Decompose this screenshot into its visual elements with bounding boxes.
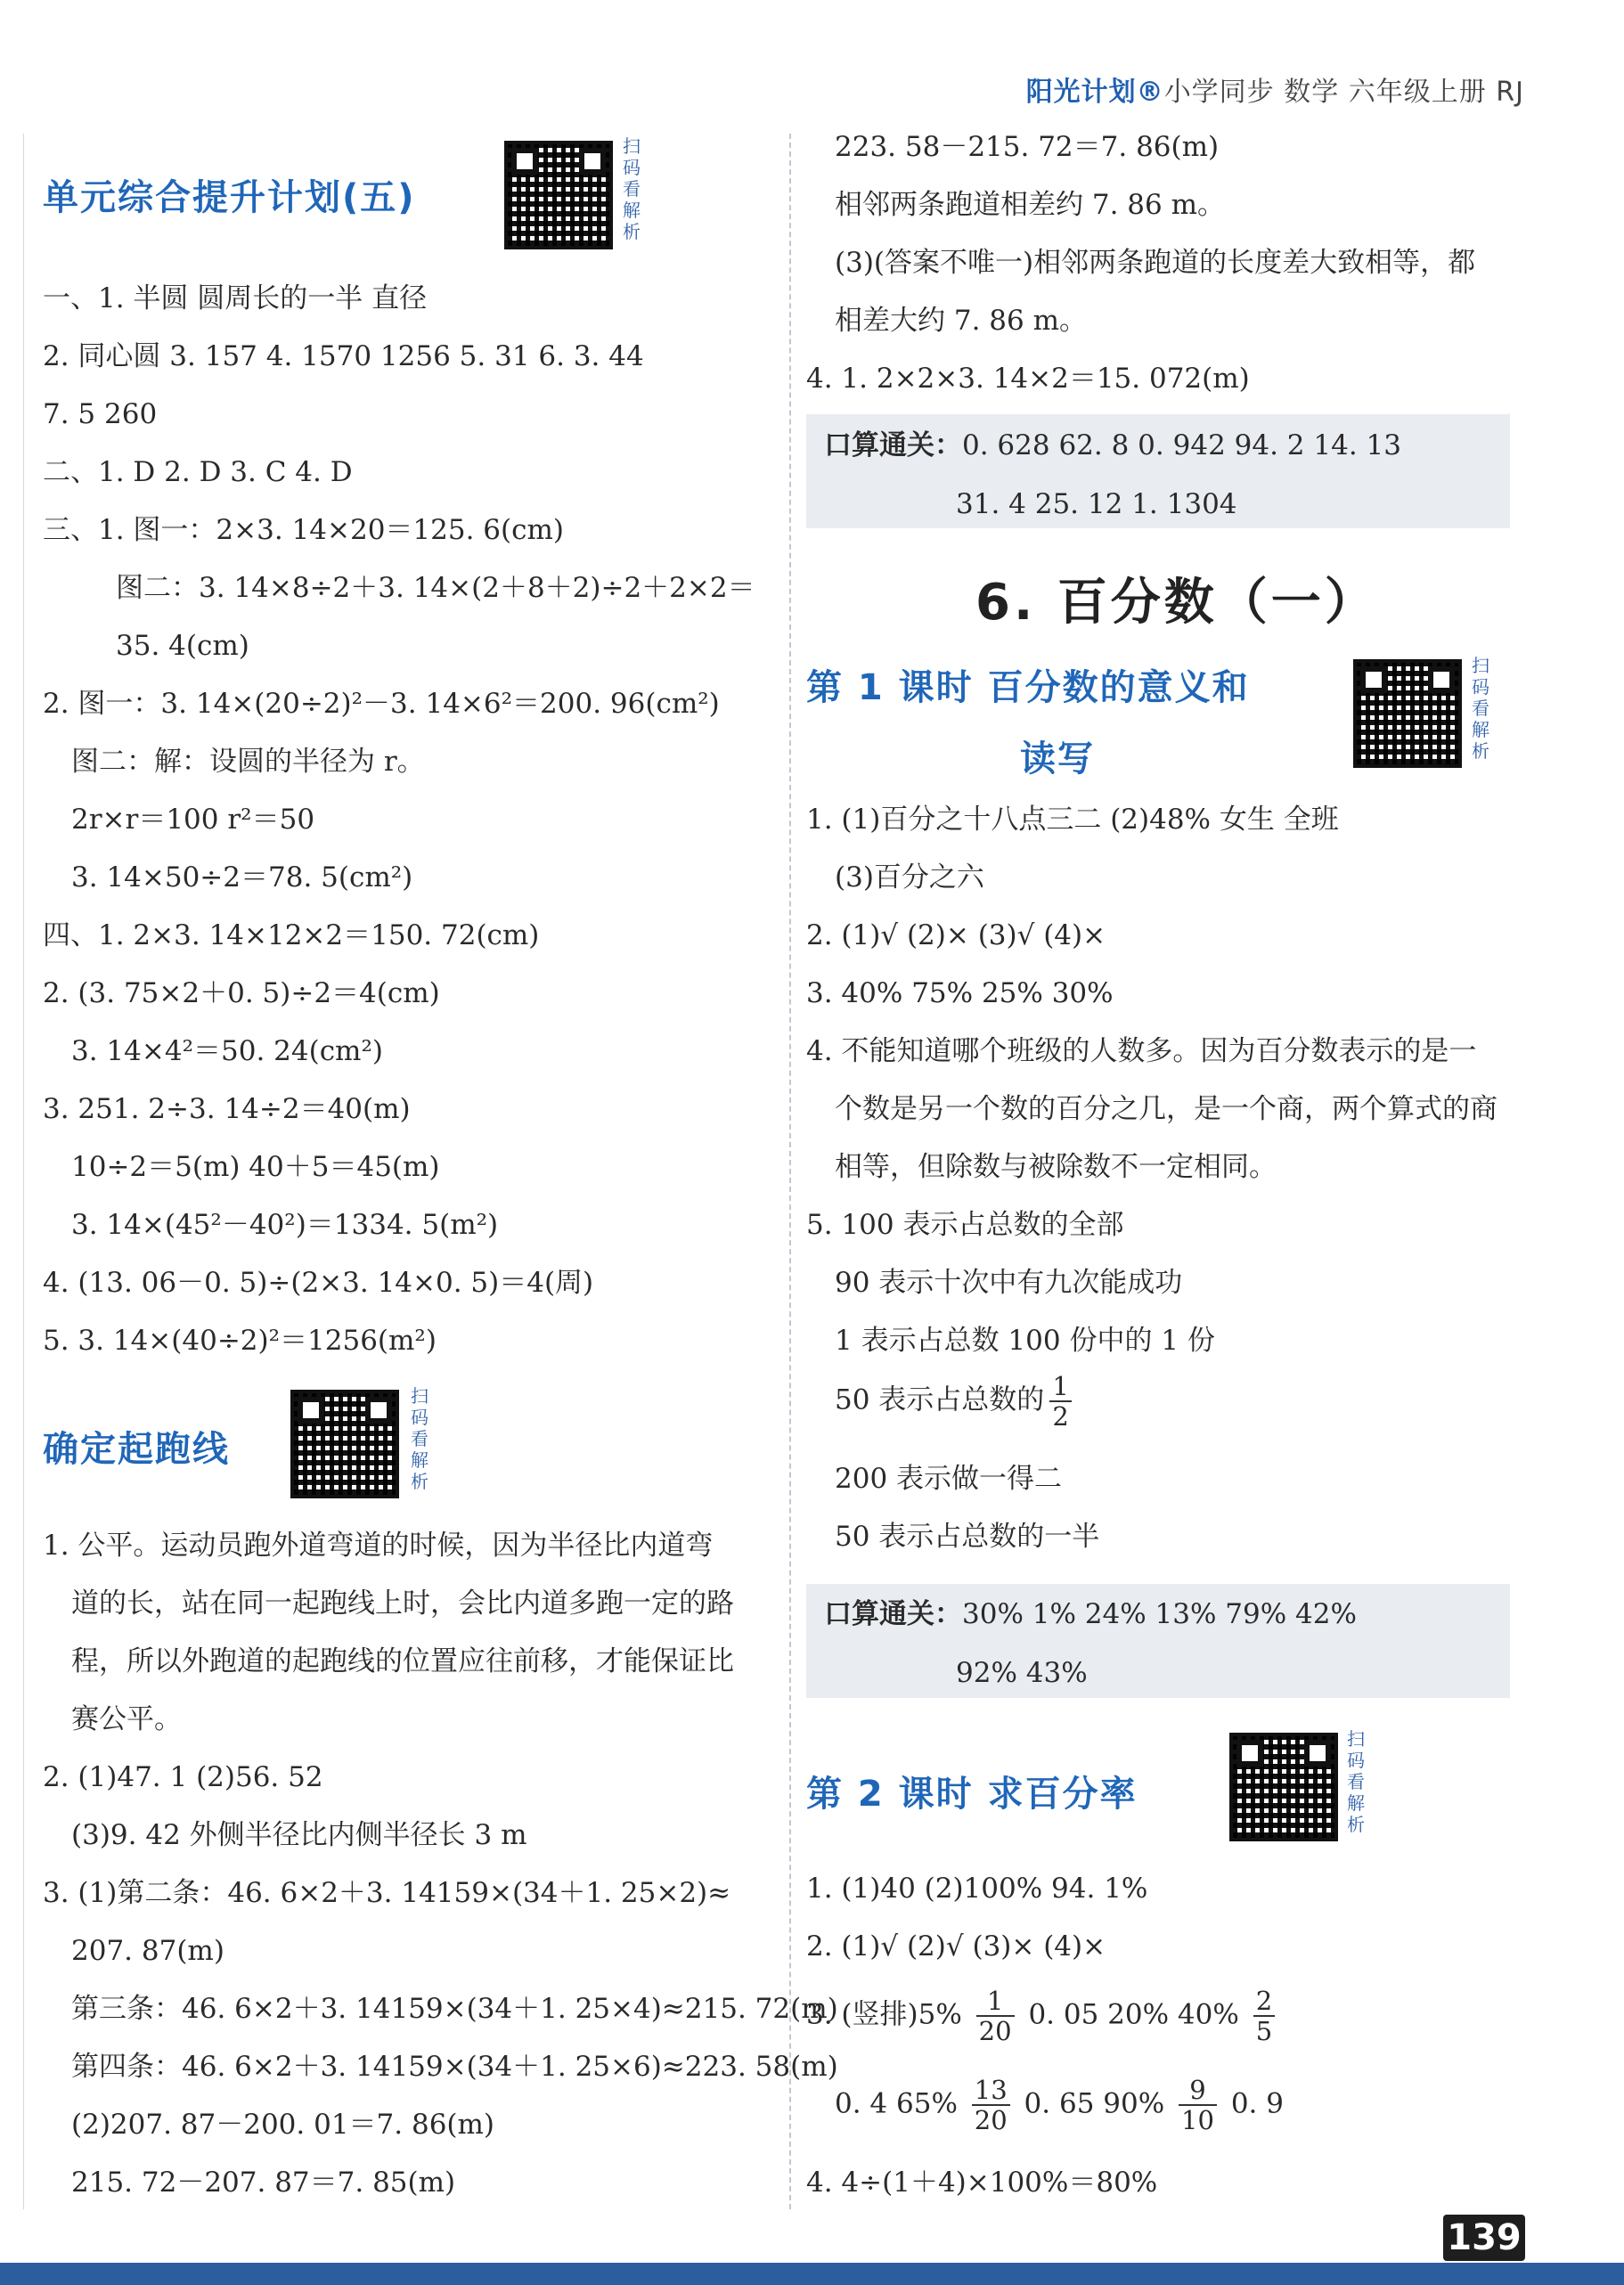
lesson1-title-2: 读写 [1020, 739, 1095, 779]
answer-line: 图二：解：设圆的半径为 r。 [71, 746, 425, 778]
answer-line: 2. (1)47. 1 (2)56. 52 [43, 1761, 323, 1793]
chapter-title: 6. 百分数（一） [975, 574, 1378, 632]
answer-line: 2. (1)√ (2)√ (3)× (4)× [806, 1930, 1106, 1963]
answer-line: 7. 5 260 [43, 398, 158, 430]
answer-line: 4. 不能知道哪个班级的人数多。因为百分数表示的是一 [806, 1035, 1477, 1067]
answer-line: 二、1. D 2. D 3. C 4. D [43, 456, 353, 488]
fraction: $\frac{2}{5}$ [1253, 1987, 1275, 2045]
fraction: $\frac{1}{20}$ [976, 1987, 1015, 2045]
answer-line: 第四条：46. 6×2＋3. 14159×(34＋1. 25×6)≈223. 58(m) [71, 2051, 838, 2083]
answer-line: (3)9. 42 外侧半径比内侧半径长 3 m [71, 1819, 527, 1851]
answer-line-q3b: 0. 4 65% $\frac{13}{20}$ 0. 65 90% $\frac{9}{10}$ 0. 9 [835, 2075, 1284, 2135]
answer-line: (3)百分之六 [835, 861, 984, 894]
bottom-stripe [0, 2263, 1624, 2285]
answer-line: 第三条：46. 6×2＋3. 14159×(34＋1. 25×4)≈215. 72(m) [71, 1993, 838, 2025]
brand-name: 阳光计划® [1025, 77, 1164, 108]
section-title-start-line: 确定起跑线 [43, 1429, 230, 1470]
oral-calc-values: 0. 628 62. 8 0. 942 94. 2 14. 13 [962, 429, 1401, 461]
answer-line: 2. (3. 75×2＋0. 5)÷2＝4(cm) [43, 977, 440, 1009]
oral-calc-label: 口算通关： [824, 1598, 962, 1630]
answer-line: 3. 14×50÷2＝78. 5(cm²) [71, 861, 413, 894]
fraction: $\frac{1}{2}$ [1049, 1372, 1071, 1431]
answer-line: 图二：3. 14×8÷2＋3. 14×(2＋8＋2)÷2＋2×2＝ [116, 572, 755, 604]
answer-line: 个数是另一个数的百分之几，是一个商，两个算式的商 [835, 1093, 1498, 1125]
scan-label: 扫码看解析 [623, 135, 641, 242]
answer-line: 200 表示做一得二 [835, 1463, 1063, 1495]
book-info: 小学同步 数学 六年级上册 RJ [1163, 77, 1524, 108]
lesson2-title: 第 2 课时 求百分率 [806, 1774, 1138, 1815]
answer-line: 2. (1)√ (2)× (3)√ (4)× [806, 919, 1106, 951]
answer-line: 三、1. 图一：2×3. 14×20＝125. 6(cm) [43, 514, 564, 546]
page-number: 139 [1443, 2215, 1525, 2261]
answer-line: 相邻两条跑道相差约 7. 86 m。 [835, 189, 1225, 221]
answer-line: 3. (1)第二条：46. 6×2＋3. 14159×(34＋1. 25×2)≈ [43, 1877, 731, 1909]
answer-line: 3. 251. 2÷3. 14÷2＝40(m) [43, 1093, 411, 1125]
answer-line: 2r×r＝100 r²＝50 [71, 804, 315, 836]
lesson1-title: 第 1 课时 百分数的意义和 [806, 667, 1250, 708]
answer-line: 道的长，站在同一起跑线上时，会比内道多跑一定的路 [71, 1587, 734, 1620]
answer-line: 1. 公平。运动员跑外道弯道的时候，因为半径比内道弯 [43, 1530, 714, 1562]
qr-code-icon[interactable] [1353, 659, 1462, 768]
answer-line: 207. 87(m) [71, 1935, 224, 1967]
oral-calc-row [824, 1596, 1357, 1632]
oral-calc-row [824, 428, 1401, 463]
answer-line: 相差大约 7. 86 m。 [835, 305, 1087, 337]
answer-line: 223. 58－215. 72＝7. 86(m) [835, 131, 1220, 163]
page-header [1026, 69, 1524, 109]
answer-line: 4. 1. 2×2×3. 14×2＝15. 072(m) [806, 363, 1250, 395]
section-title-unit-review: 单元综合提升计划(五) [43, 177, 416, 218]
answer-line: 1 表示占总数 100 份中的 1 份 [835, 1325, 1215, 1357]
scan-label: 扫码看解析 [411, 1385, 428, 1492]
answer-line: 一、1. 半圆 圆周长的一半 直径 [43, 282, 428, 314]
fraction: $\frac{9}{10}$ [1179, 2076, 1217, 2134]
answer-line: 2. 同心圆 3. 157 4. 1570 1256 5. 31 6. 3. 44 [43, 340, 644, 372]
answer-line-q4: 4. 4÷(1＋4)×100%＝80% [806, 2167, 1158, 2199]
answer-line: 1. (1)百分之十八点三二 (2)48% 女生 全班 [806, 804, 1339, 836]
answer-line: 35. 4(cm) [116, 630, 249, 662]
answer-line: 10÷2＝5(m) 40＋5＝45(m) [71, 1151, 440, 1183]
oral-calc-values-2: 31. 4 25. 12 1. 1304 [956, 488, 1237, 520]
qr-code-icon[interactable] [1229, 1733, 1338, 1841]
qr-code-icon[interactable] [504, 141, 613, 249]
answer-line: 215. 72－207. 87＝7. 85(m) [71, 2167, 456, 2199]
oral-calc-values-2: 92% 43% [956, 1657, 1088, 1689]
answer-line: 1. (1)40 (2)100% 94. 1% [806, 1873, 1148, 1905]
oral-calc-values: 30% 1% 24% 13% 79% 42% [962, 1598, 1357, 1630]
answer-line: 2. 图一：3. 14×(20÷2)²－3. 14×6²＝200. 96(cm²) [43, 688, 720, 720]
answer-line: 相等，但除数与被除数不一定相同。 [835, 1151, 1277, 1183]
answer-line: 90 表示十次中有九次能成功 [835, 1267, 1183, 1299]
left-edge-line [23, 134, 24, 2209]
answer-line: 50 表示占总数的一半 [835, 1521, 1100, 1553]
column-divider [789, 134, 791, 2209]
answer-line-half [835, 1372, 1077, 1431]
answer-line-q3: 3. (竖排)5% $\frac{1}{20}$ 0. 05 20% 40% $\frac{2}{5}$ [806, 1987, 1280, 2045]
oral-calc-label: 口算通关： [824, 429, 962, 461]
fraction: $\frac{13}{20}$ [972, 2076, 1010, 2134]
answer-line: 4. (13. 06－0. 5)÷(2×3. 14×0. 5)＝4(周) [43, 1267, 594, 1299]
answer-line: 程，所以外跑道的起跑线的位置应往前移，才能保证比 [71, 1645, 734, 1677]
answer-line: 5. 100 表示占总数的全部 [806, 1209, 1124, 1241]
answer-line: 3. 14×(45²－40²)＝1334. 5(m²) [71, 1209, 499, 1241]
scan-label: 扫码看解析 [1472, 655, 1489, 762]
answer-line: 3. 40% 75% 25% 30% [806, 977, 1114, 1009]
answer-line: (2)207. 87－200. 01＝7. 86(m) [71, 2109, 495, 2141]
answer-line: 四、1. 2×3. 14×12×2＝150. 72(cm) [43, 919, 540, 951]
answer-line: 赛公平。 [71, 1703, 182, 1735]
answer-line: 5. 3. 14×(40÷2)²＝1256(m²) [43, 1325, 437, 1357]
scan-label: 扫码看解析 [1347, 1728, 1365, 1835]
answer-line: (3)(答案不唯一)相邻两条跑道的长度差大致相等，都 [835, 247, 1476, 279]
answer-line: 3. 14×4²＝50. 24(cm²) [71, 1035, 383, 1067]
half-prefix: 50 表示占总数的 [835, 1383, 1045, 1416]
qr-code-icon[interactable] [290, 1390, 399, 1498]
